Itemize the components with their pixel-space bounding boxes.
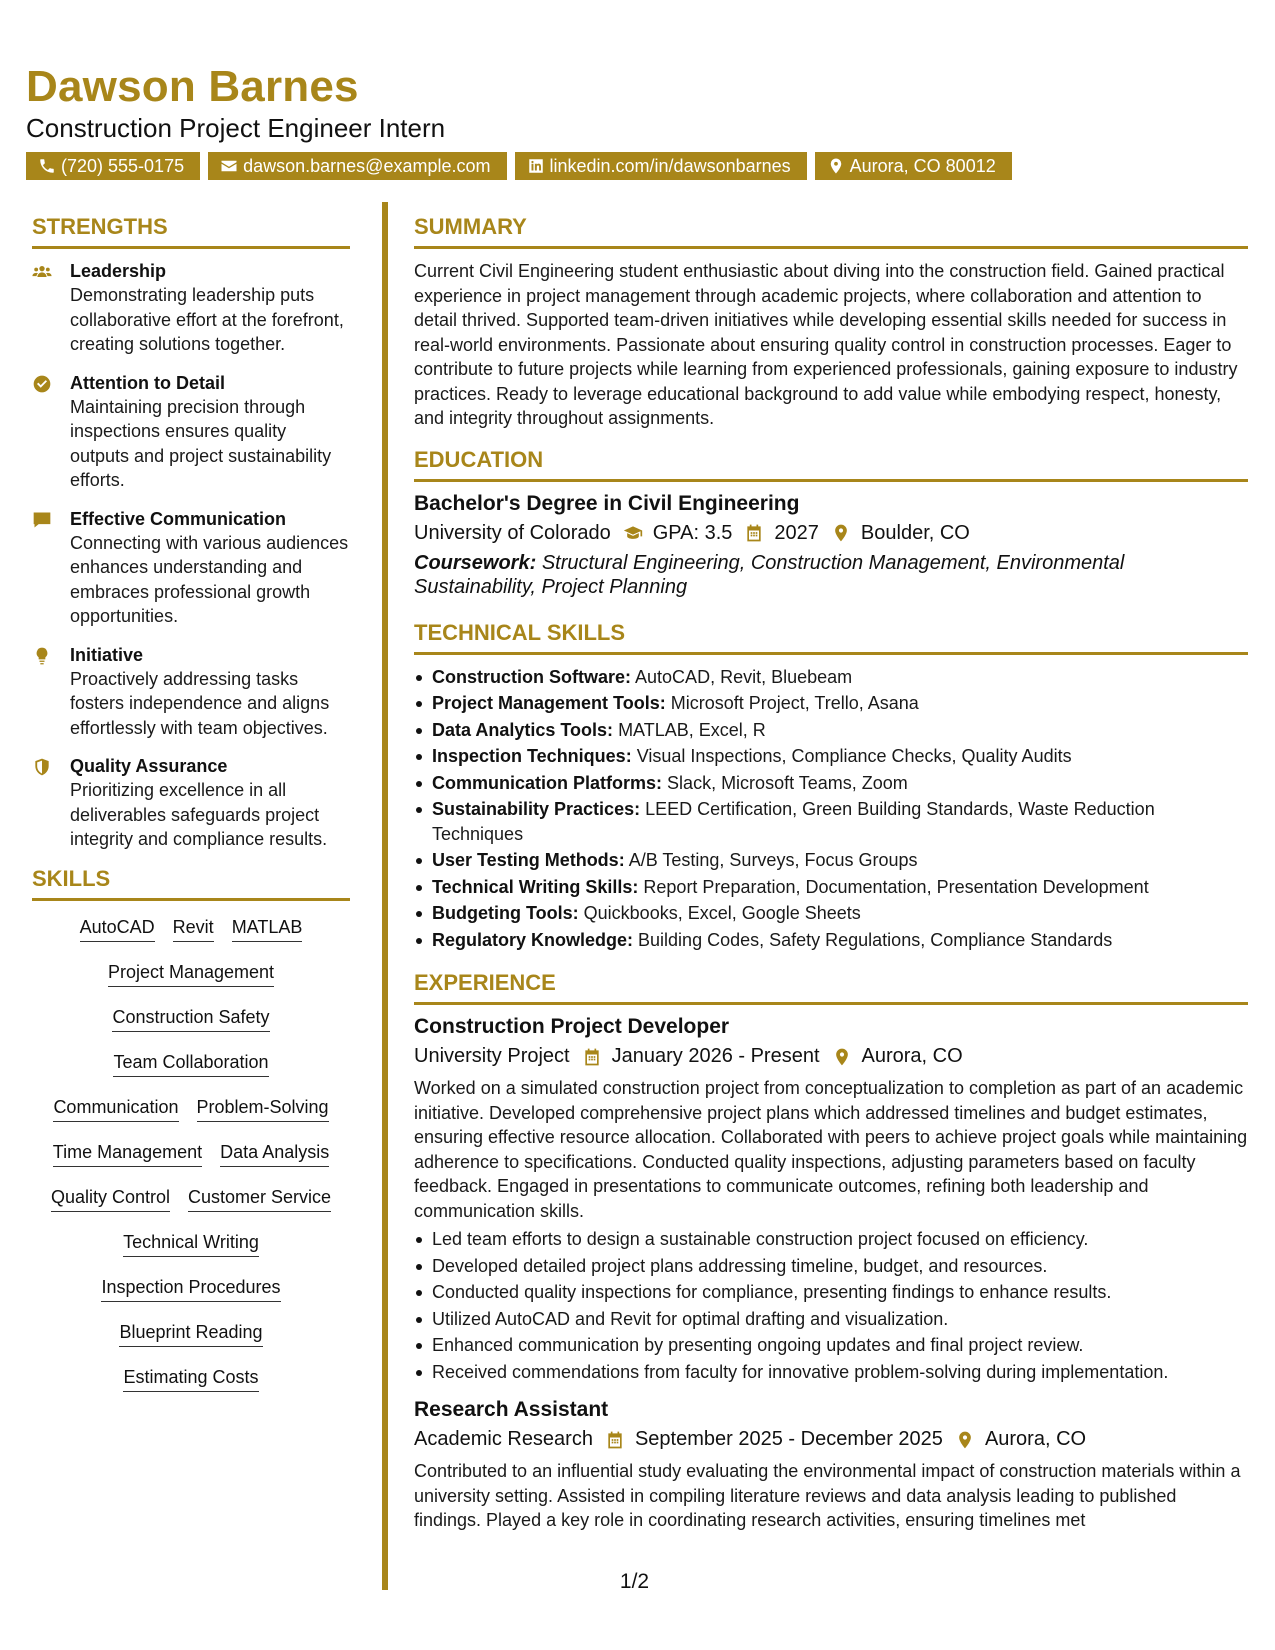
list-item: Data Analytics Tools: MATLAB, Excel, R: [414, 718, 1248, 743]
list-item: Construction Software: AutoCAD, Revit, Bluebeam: [414, 665, 1248, 690]
job-title: Construction Project Developer: [414, 1015, 730, 1038]
strengths-heading: STRENGTHS: [32, 214, 350, 249]
list-item: Regulatory Knowledge: Building Codes, Safety Regulations, Compliance Standards: [414, 928, 1248, 953]
skill-tag: Customer Service: [188, 1187, 331, 1212]
linkedin-icon: [527, 157, 545, 175]
location-pin-icon: [832, 1047, 852, 1067]
list-item: Led team efforts to design a sustainable construction project focused on efficiency.: [414, 1227, 1248, 1252]
list-item: User Testing Methods: A/B Testing, Surveys, Focus Groups: [414, 848, 1248, 873]
skill-tag: Inspection Procedures: [101, 1277, 280, 1302]
skill-tag: MATLAB: [232, 917, 303, 942]
email-text: dawson.barnes@example.com: [243, 155, 491, 176]
skill-tag: Estimating Costs: [123, 1367, 258, 1392]
skills-row: [32, 1271, 350, 1316]
skills-row: [32, 911, 350, 956]
skills-row: [32, 1001, 350, 1046]
strength-item: [32, 643, 350, 741]
contact-linkedin[interactable]: [515, 152, 807, 180]
column-divider: [382, 202, 388, 1590]
list-item: Utilized AutoCAD and Revit for optimal drafting and visualization.: [414, 1307, 1248, 1332]
strength-desc: Maintaining precision through inspections ensures quality outputs and project sustainability efforts.: [70, 396, 332, 490]
coursework-text: Structural Engineering, Construction Management, Environmental Sustainability, Project Planning: [414, 551, 1125, 598]
strength-item: [32, 371, 350, 493]
calendar-icon: [744, 523, 764, 543]
calendar-icon: [605, 1430, 625, 1450]
education-heading: EDUCATION: [414, 447, 1248, 482]
contact-phone[interactable]: [26, 152, 200, 180]
strength-item: [32, 507, 350, 629]
location-pin-icon: [831, 523, 851, 543]
list-item: Developed detailed project plans addressing timeline, budget, and resources.: [414, 1254, 1248, 1279]
school-name: University of Colorado: [414, 521, 611, 544]
technical-skills-heading: TECHNICAL SKILLS: [414, 620, 1248, 655]
strength-title: Quality Assurance: [70, 756, 228, 776]
list-item: Project Management Tools: Microsoft Project, Trello, Asana: [414, 691, 1248, 716]
skill-tag: Revit: [173, 917, 214, 942]
strength-desc: Demonstrating leadership puts collaborative effort at the forefront, creating solutions together.: [70, 285, 344, 354]
strength-title: Leadership: [70, 261, 167, 281]
skills-row: [32, 1226, 350, 1271]
skill-tag: Communication: [53, 1097, 178, 1122]
contact-email[interactable]: [208, 152, 506, 180]
job-dates: January 2026 - Present: [611, 1045, 820, 1067]
linkedin-text: linkedin.com/in/dawsonbarnes: [549, 155, 791, 176]
graduation-year: 2027: [774, 521, 819, 544]
list-item: Sustainability Practices: LEED Certification, Green Building Standards, Waste Reduction Techniques: [414, 797, 1248, 846]
list-item: Inspection Techniques: Visual Inspections, Compliance Checks, Quality Audits: [414, 744, 1248, 769]
list-item: Received commendations from faculty for innovative problem-solving during implementation.: [414, 1360, 1248, 1385]
users-icon: [32, 262, 52, 282]
location-pin-icon: [827, 157, 845, 175]
job-title: Research Assistant: [414, 1398, 609, 1421]
location-pin-icon: [955, 1430, 975, 1450]
shield-icon: [32, 757, 52, 777]
phone-icon: [38, 157, 56, 175]
skill-tag: Problem-Solving: [197, 1097, 329, 1122]
strength-item: [32, 259, 350, 357]
skills-row: [32, 1361, 350, 1406]
gpa-text: GPA: 3.5: [652, 521, 733, 544]
skill-tag: Construction Safety: [112, 1007, 269, 1032]
skills-row: [32, 1091, 350, 1136]
skills-row: [32, 1181, 350, 1226]
list-item: Conducted quality inspections for compliance, presenting findings to enhance results.: [414, 1280, 1248, 1305]
job-org: Academic Research: [414, 1428, 593, 1450]
strength-title: Attention to Detail: [70, 372, 225, 393]
strength-desc: Proactively addressing tasks fosters independence and aligns effortlessly with team objectives.: [70, 668, 330, 738]
location-text: Aurora, CO 80012: [849, 155, 996, 176]
school-location: Boulder, CO: [860, 521, 970, 544]
skills-row: [32, 956, 350, 1001]
skill-tag: AutoCAD: [80, 917, 155, 942]
calendar-icon: [582, 1047, 602, 1067]
degree-title: Bachelor's Degree in Civil Engineering: [414, 491, 800, 515]
coursework-label: Coursework:: [414, 551, 537, 574]
right-column: [414, 214, 1248, 1533]
skill-tag: Project Management: [108, 962, 274, 987]
lightbulb-icon: [32, 646, 52, 666]
skill-tag: Team Collaboration: [113, 1052, 268, 1077]
strength-desc: Connecting with various audiences enhances understanding and embraces professional growth opportunities.: [70, 532, 349, 626]
job-org: University Project: [414, 1045, 570, 1067]
summary-heading: SUMMARY: [414, 214, 1248, 249]
job-description: Worked on a simulated construction project from conceptualization to completion as part of an academic initiative. Developed comprehensive project plans which addressed timelines and budget estimates, ensuring effective resource allocation. Collaborated with peers to achieve project goals while maintaining adherence to specifications. Conducted quality inspections, adjusting parameters based on faculty feedback. Engaged in presentations to communicate outcomes, refining both leadership and communication skills.: [414, 1078, 1248, 1221]
phone-text: (720) 555-0175: [61, 155, 185, 176]
list-item: Enhanced communication by presenting ongoing updates and final project review.: [414, 1333, 1248, 1358]
skill-tag: Technical Writing: [123, 1232, 259, 1257]
technical-skills-list: [414, 665, 1248, 953]
skill-tag: Time Management: [53, 1142, 202, 1167]
skills-row: [32, 1136, 350, 1181]
graduation-cap-icon: [623, 523, 643, 543]
job-bullets: [414, 1227, 1248, 1384]
strength-item: [32, 754, 350, 852]
candidate-name: Dawson Barnes: [26, 62, 359, 111]
education-meta: [414, 522, 1248, 545]
skill-tag: Data Analysis: [220, 1142, 329, 1167]
contact-location: [815, 152, 1012, 180]
skills-row: [32, 1316, 350, 1361]
candidate-title: Construction Project Engineer Intern: [26, 113, 446, 143]
job-location: Aurora, CO: [984, 1428, 1087, 1450]
experience-heading: EXPERIENCE: [414, 970, 1248, 1005]
page-number: 1/2: [619, 1570, 650, 1593]
job-location: Aurora, CO: [861, 1045, 963, 1067]
job-meta: [414, 1045, 1248, 1068]
skill-tag: Quality Control: [51, 1187, 170, 1212]
skill-tag: Blueprint Reading: [119, 1322, 262, 1347]
comment-icon: [32, 510, 52, 530]
strength-title: Initiative: [70, 644, 144, 665]
summary-text: Current Civil Engineering student enthusiastic about diving into the construction field. Gained practical experience in project management through academic projects, where collaboration and attention to detail thrived. Supported team-driven initiatives while developing essential skills needed for success in real-world environments. Passionate about ensuring quality control in construction processes. Eager to contribute to future projects while learning from experienced professionals, gaining exposure to industry practices. Ready to leverage educational background to add value while embodying respect, honesty, and integrity throughout assignments.: [414, 261, 1238, 428]
job-meta: [414, 1428, 1248, 1451]
list-item: Budgeting Tools: Quickbooks, Excel, Google Sheets: [414, 901, 1248, 926]
strength-title: Effective Communication: [70, 508, 287, 529]
list-item: Technical Writing Skills: Report Preparation, Documentation, Presentation Development: [414, 875, 1248, 900]
contact-bar: [26, 152, 1012, 180]
coursework: [414, 551, 1248, 600]
left-column: [32, 214, 350, 1406]
list-item: Communication Platforms: Slack, Microsoft Teams, Zoom: [414, 771, 1248, 796]
job-dates: September 2025 - December 2025: [634, 1428, 943, 1450]
strength-desc: Prioritizing excellence in all deliverables safeguards project integrity and compliance results.: [70, 780, 328, 849]
skills-row: [32, 1046, 350, 1091]
envelope-icon: [220, 157, 238, 175]
job-description: Contributed to an influential study evaluating the environmental impact of construction materials within a university setting. Assisted in compiling literature reviews and data analysis leading to published findings. Played a key role in coordinating research activities, ensuring timelines met: [414, 1461, 1241, 1530]
skills-heading: SKILLS: [32, 866, 350, 901]
check-circle-icon: [32, 374, 52, 394]
